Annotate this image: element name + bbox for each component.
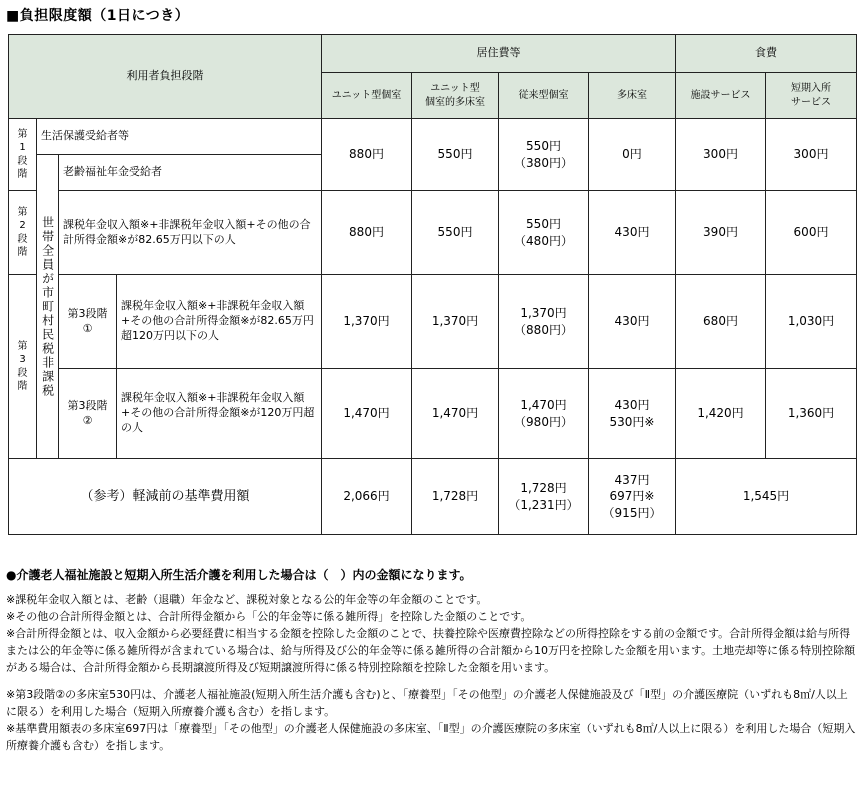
table-cell: 1,470円 （980円） xyxy=(499,369,589,459)
stage3-1-label: 第3段階 ① xyxy=(59,275,117,369)
stage3-1-desc: 課税年金収入額※+非課税年金収入額+その他の合計所得金額※が82.65万円超120万円以下の人 xyxy=(117,275,322,369)
page-title: ■負担限度額（1日につき） xyxy=(6,8,190,24)
table-cell: 880円 xyxy=(322,191,412,275)
table-cell: 390円 xyxy=(676,191,766,275)
table-cell: 1,370円 xyxy=(322,275,412,369)
table-cell: 1,728円 xyxy=(412,459,499,535)
table-cell: 437円 697円※ （915円） xyxy=(589,459,676,535)
header-food: 食費 xyxy=(676,35,857,73)
stage1-line2: 老齢福祉年金受給者 xyxy=(59,155,322,191)
table-cell: 1,470円 xyxy=(322,369,412,459)
stage3-2-label: 第3段階 ② xyxy=(59,369,117,459)
table-cell: 550円 （380円） xyxy=(499,119,589,191)
col-header: 短期入所 サービス xyxy=(766,73,857,119)
table-cell: 600円 xyxy=(766,191,857,275)
table-cell: 1,370円 xyxy=(412,275,499,369)
table-cell: 300円 xyxy=(676,119,766,191)
reference-label: （参考）軽減前の基準費用額 xyxy=(9,459,322,535)
note-item: ※合計所得金額とは、収入金額から必要経費に相当する金額を控除した金額のことで、扶養控除や医療費控除などの所得控除をする前の金額です。合計所得金額は給与所得または公的年金等に係る雑所得が含まれている場合は、給与所得及び公的年金等に係る雑所得の合計額から10万円を控除した金額を用います。土地売却等に係る特別控除額がある場合は、合計所得金額から長期譲渡所得及び短期譲渡所得に係る特別控除額を控除した金額を用います。 xyxy=(6,626,856,674)
notes-bold: ●介護老人福祉施設と短期入所生活介護を利用した場合は（ ）内の金額になります。 xyxy=(6,568,472,582)
stage2-desc: 課税年金収入額※+非課税年金収入額+その他の合計所得金額※が82.65万円以下の人 xyxy=(59,191,322,275)
household-label: 世帯全員が市町村民税非課税 xyxy=(37,155,59,459)
table-cell: 1,030円 xyxy=(766,275,857,369)
table-cell: 680円 xyxy=(676,275,766,369)
note-item: ※第3段階②の多床室530円は、介護老人福祉施設(短期入所生活介護も含む)と、「療養型」「その他型」の介護老人保健施設及び「Ⅱ型」の介護医療院（いずれも8㎡/人以上に限る）を利用した場合（短期入所療養介護も含む）を指します。 xyxy=(6,687,848,718)
table-cell: 2,066円 xyxy=(322,459,412,535)
table-cell: 880円 xyxy=(322,119,412,191)
table-cell: 550円 （480円） xyxy=(499,191,589,275)
notes-section xyxy=(6,566,858,754)
table-cell: 1,370円 （880円） xyxy=(499,275,589,369)
note-item: ※課税年金収入額とは、老齢（退職）年金など、課税対象となる公的年金等の年金額のことです。 xyxy=(6,592,488,606)
stage1-line1: 生活保護受給者等 xyxy=(37,119,322,155)
col-header: 施設サービス xyxy=(676,73,766,119)
stage3-label: 第 3 段 階 xyxy=(9,275,37,459)
header-living: 居住費等 xyxy=(322,35,676,73)
table-cell: 1,545円 xyxy=(676,459,857,535)
table-cell: 300円 xyxy=(766,119,857,191)
table-cell: 430円 xyxy=(589,191,676,275)
table-cell: 1,728円 （1,231円） xyxy=(499,459,589,535)
table-cell: 1,470円 xyxy=(412,369,499,459)
col-header: ユニット型 個室的多床室 xyxy=(412,73,499,119)
col-header: 多床室 xyxy=(589,73,676,119)
table-cell: 550円 xyxy=(412,191,499,275)
note-item: ※基準費用額表の多床室697円は「療養型」「その他型」の介護老人保健施設の多床室、「Ⅱ型」の介護医療院の多床室（いずれも8㎡/人以上に限る）を利用した場合（短期入所療養介護も含む）を指します。 xyxy=(6,721,856,752)
col-header: 従来型個室 xyxy=(499,73,589,119)
table-cell: 0円 xyxy=(589,119,676,191)
header-stage: 利用者負担段階 xyxy=(9,35,322,119)
stage1-label: 第 1 段 階 xyxy=(9,119,37,191)
stage3-2-desc: 課税年金収入額※+非課税年金収入額+その他の合計所得金額※が120万円超の人 xyxy=(117,369,322,459)
cost-limit-table xyxy=(8,34,857,535)
table-cell: 430円 530円※ xyxy=(589,369,676,459)
table-cell: 550円 xyxy=(412,119,499,191)
col-header: ユニット型個室 xyxy=(322,73,412,119)
note-item: ※その他の合計所得金額とは、合計所得金額から「公的年金等に係る雑所得」を控除した金額のことです。 xyxy=(6,609,532,623)
table-cell: 430円 xyxy=(589,275,676,369)
stage2-label: 第 2 段 階 xyxy=(9,191,37,275)
table-cell: 1,360円 xyxy=(766,369,857,459)
table-cell: 1,420円 xyxy=(676,369,766,459)
